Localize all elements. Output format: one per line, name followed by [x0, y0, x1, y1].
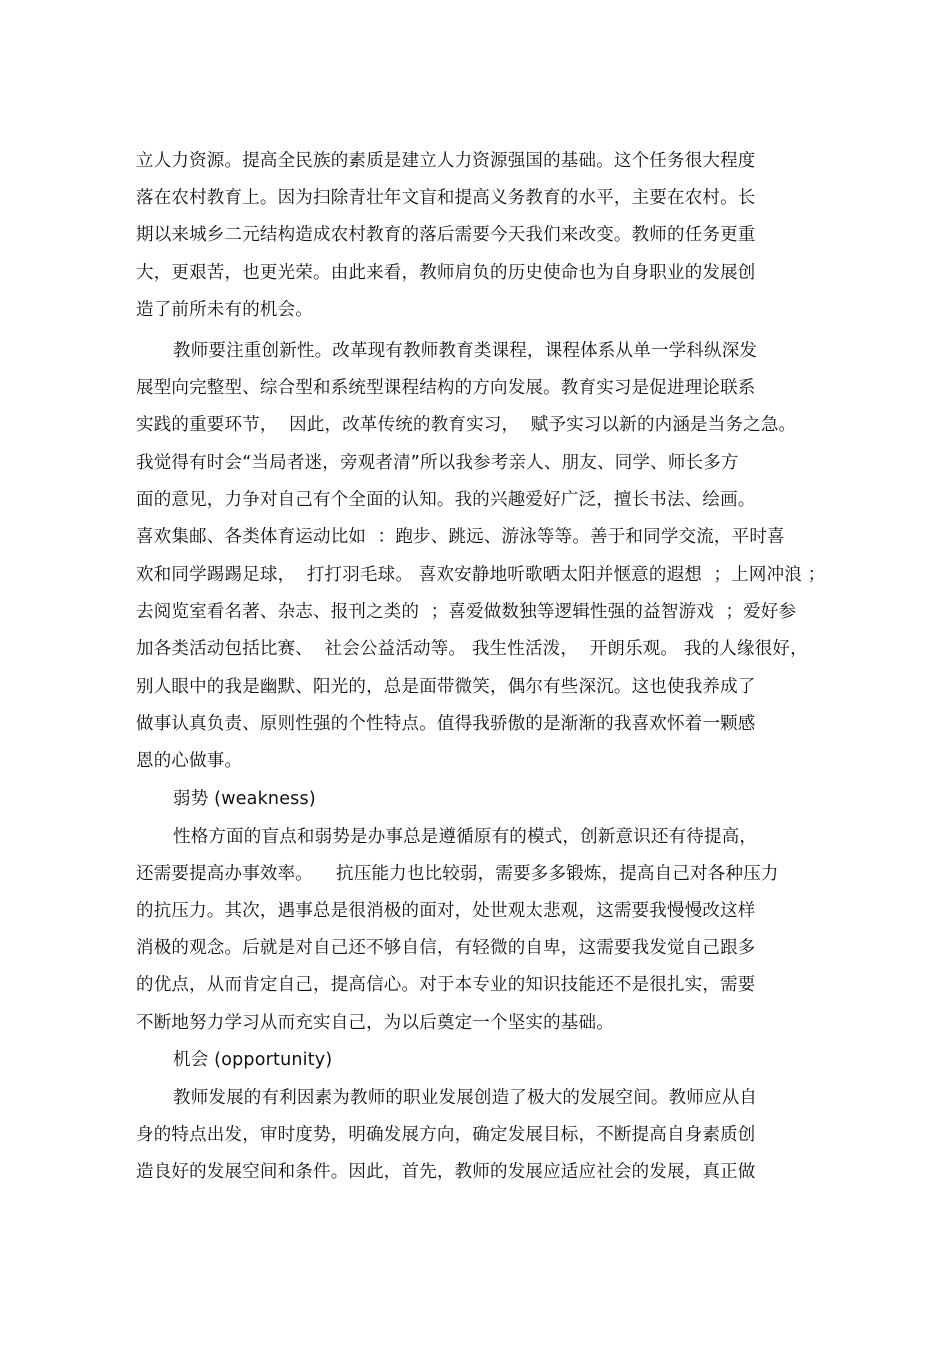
section-heading-opportunity: 机会 (opportunity) [173, 1050, 333, 1070]
text-line: 欢和同学踢踢足球， 打打羽毛球。 喜欢安静地听歌晒太阳并惬意的遐想 ；上网冲浪 ； [136, 565, 826, 585]
text-line: 消极的观念。后就是对自己还不够自信，有轻微的自卑，这需要我发觉自己跟多 [136, 938, 756, 958]
text-line: 加各类活动包括比赛、 社会公益活动等。 我生性活泼， 开朗乐观。 我的人缘很好， [136, 639, 808, 659]
text-line: 展型向完整型、综合型和系统型课程结构的方向发展。教育实习是促进理论联系 [136, 378, 756, 398]
text-line: 我觉得有时会“当局者迷，旁观者清”所以我参考亲人、朋友、同学、师长多方 [136, 453, 739, 473]
section-heading-weakness: 弱势 (weakness) [173, 789, 316, 809]
text-line: 造了前所未有的机会。 [136, 300, 313, 320]
text-line: 落在农村教育上。因为扫除青壮年文盲和提高义务教育的水平，主要在农村。长 [136, 188, 756, 208]
paragraph-start: 教师要注重创新性。改革现有教师教育类课程，课程体系从单一学科纵深发 [173, 341, 758, 361]
text-line: 实践的重要环节， 因此，改革传统的教育实习， 赋予实习以新的内涵是当务之急。 [136, 415, 797, 435]
text-line: 不断地努力学习从而充实自己，为以后奠定一个坚实的基础。 [136, 1013, 614, 1033]
text-line: 喜欢集邮、各类体育运动比如 ：跑步、跳远、游泳等等。善于和同学交流，平时喜 [136, 527, 785, 547]
text-line: 别人眼中的我是幽默、阳光的，总是面带微笑，偶尔有些深沉。这也使我养成了 [136, 677, 756, 697]
text-line: 大，更艰苦，也更光荣。由此来看，教师肩负的历史使命也为自身职业的发展创 [136, 263, 756, 283]
text-line: 的优点，从而肯定自己，提高信心。对于本专业的知识技能还不是很扎实，需要 [136, 975, 756, 995]
text-line: 面的意见，力争对自己有个全面的认知。我的兴趣爱好广泛，擅长书法、绘画。 [136, 490, 756, 510]
paragraph-start: 性格方面的盲点和弱势是办事总是遵循原有的模式，创新意识还有待提高， [173, 827, 758, 847]
paragraph-start: 教师发展的有利因素为教师的职业发展创造了极大的发展空间。教师应从自 [173, 1088, 758, 1108]
text-line: 期以来城乡二元结构造成农村教育的落后需要今天我们来改变。教师的任务更重 [136, 225, 756, 245]
text-line: 恩的心做事。 [136, 751, 243, 771]
text-line: 去阅览室看名著、杂志、报刊之类的 ；喜爱做数独等逻辑性强的益智游戏 ；爱好参 [136, 602, 797, 622]
text-line: 做事认真负责、原则性强的个性特点。值得我骄傲的是渐渐的我喜欢怀着一颗感 [136, 714, 756, 734]
text-line: 还需要提高办事效率。 抗压能力也比较弱，需要多多锻炼，提高自己对各种压力 [136, 864, 779, 884]
text-line: 造良好的发展空间和条件。因此，首先，教师的发展应适应社会的发展，真正做 [136, 1162, 756, 1182]
text-line: 立人力资源。提高全民族的素质是建立人力资源强国的基础。这个任务很大程度 [136, 151, 756, 171]
text-line: 的抗压力。其次，遇事总是很消极的面对，处世观太悲观，这需要我慢慢改这样 [136, 901, 756, 921]
text-line: 身的特点出发，审时度势，明确发展方向，确定发展目标，不断提高自身素质创 [136, 1125, 756, 1145]
